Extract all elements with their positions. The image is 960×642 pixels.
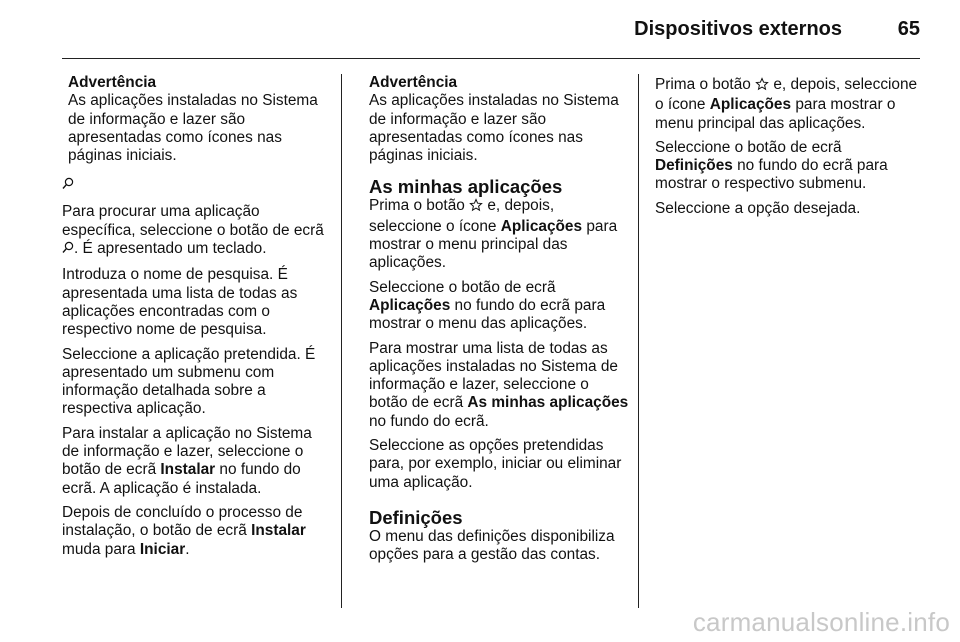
paragraph: O menu das definições disponibiliza opções para a gestão das contas. [369, 527, 615, 564]
paragraph: Introduza o nome de pesquisa. É apresentada uma lista de todas as aplicações encontradas com o respectivo nome de pesquisa. [62, 266, 298, 339]
home-star-icon [469, 198, 483, 217]
section-heading: As minhas aplicações [369, 176, 563, 198]
paragraph: Seleccione o botão de ecrã Definições no fundo do ecrã para mostrar o respectivo submenu. [655, 138, 888, 193]
header-rule [62, 58, 920, 59]
home-star-icon [755, 77, 769, 96]
search-icon [62, 241, 74, 260]
warning-box [369, 74, 631, 165]
column-divider [341, 74, 342, 608]
column-divider [638, 74, 639, 608]
paragraph: Prima o botão e, depois, seleccione o ícone Aplicações para mostrar o menu principal das aplicações. [369, 197, 618, 272]
column-1 [62, 62, 332, 565]
paragraph: Para procurar uma aplicação específica, seleccione o botão de ecrã . É apresentado um teclado. [62, 203, 332, 260]
paragraph: Seleccione a aplicação pretendida. É apresentado um submenu com informação detalhada sobre a respectiva aplicação. [62, 345, 316, 418]
warning-title: Advertência [68, 74, 157, 91]
search-icon [62, 177, 332, 195]
page-number: 65 [897, 18, 920, 40]
chapter-title: Dispositivos externos [634, 18, 842, 40]
column-2 [369, 62, 631, 571]
section-heading: Definições [369, 506, 463, 528]
paragraph: Para mostrar uma lista de todas as aplicações instaladas no Sistema de informação e lazer, seleccione o botão de ecrã As minhas aplicações no fundo do ecrã. [369, 339, 629, 430]
paragraph: Seleccione as opções pretendidas para, por exemplo, iniciar ou eliminar uma aplicação. [369, 437, 622, 491]
column-3 [655, 62, 923, 224]
paragraph: Para instalar a aplicação no Sistema de informação e lazer, seleccione o botão de ecrã Instalar no fundo do ecrã. A aplicação é instalada. [62, 424, 312, 497]
warning-text: As aplicações instaladas no Sistema de informação e lazer são apresentadas como ícones nas páginas iniciais. [369, 92, 619, 165]
warning-title: Advertência [369, 74, 458, 91]
paragraph: Seleccione a opção desejada. [655, 199, 861, 217]
warning-box [62, 74, 332, 165]
warning-text: As aplicações instaladas no Sistema de informação e lazer são apresentadas como ícones nas páginas iniciais. [68, 92, 318, 165]
paragraph: Prima o botão e, depois, seleccione o ícone Aplicações para mostrar o menu principal das aplicações. [655, 76, 918, 132]
paragraph: Depois de concluído o processo de instalação, o botão de ecrã Instalar muda para Iniciar. [62, 503, 306, 558]
paragraph: Seleccione o botão de ecrã Aplicações no fundo do ecrã para mostrar o menu das aplicações. [369, 278, 606, 333]
watermark: carmanualsonline.info [692, 607, 950, 637]
page-header [0, 0, 960, 60]
